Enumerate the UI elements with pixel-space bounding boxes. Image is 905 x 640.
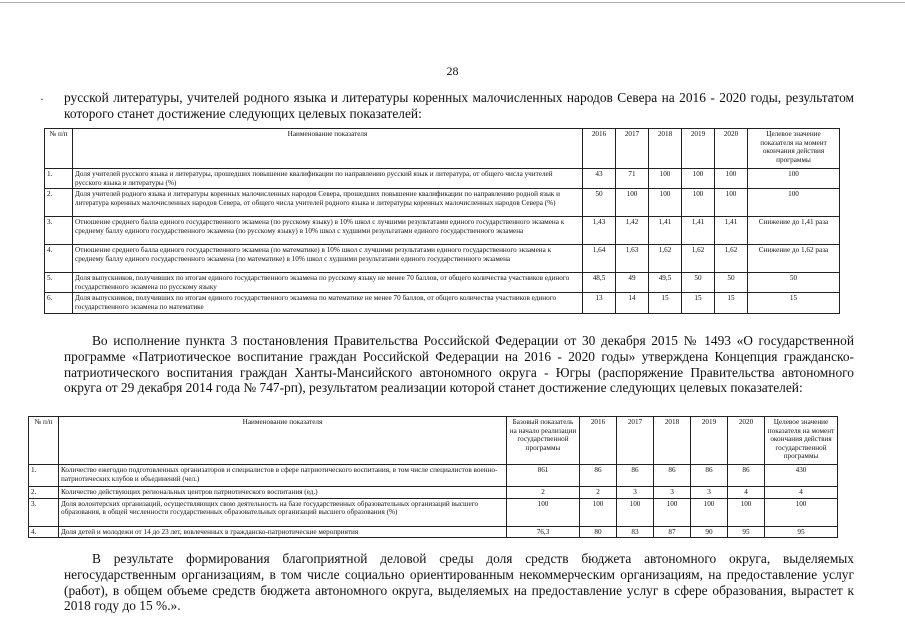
table-cell: 100	[580, 498, 617, 526]
table-cell: 2.	[29, 487, 59, 499]
table-cell: 100	[682, 189, 715, 217]
table-header-cell: № п/п	[29, 417, 59, 465]
table-row	[29, 487, 838, 499]
table-cell: 50	[748, 273, 840, 293]
table-header-cell: 2019	[691, 417, 728, 465]
table-cell: 1,41	[715, 217, 748, 245]
table-cell: 100	[728, 498, 765, 526]
table-cell: 50	[583, 189, 616, 217]
table-cell: 100	[715, 169, 748, 189]
table-cell: 50	[682, 273, 715, 293]
table-row	[45, 273, 840, 293]
table-header-cell: 2020	[715, 129, 748, 169]
final-paragraph: В результате формирования благоприятной деловой среды доля средств бюджета автономного округа, выделяемых негосударственным организациям, в том числе социально ориентированным некоммерческим организациям, на предоставление услуг (работ), в общем объеме средств бюджета автономного округа, выделяемых на предоставление услуг в сфере образования, вырастет к 2018 году до 15 %.».	[64, 551, 854, 614]
table-cell: 1,62	[649, 245, 682, 273]
table-cell: 1,62	[682, 245, 715, 273]
table-cell: 83	[617, 526, 654, 538]
table-cell: 86	[654, 465, 691, 487]
table-header-cell: 2017	[617, 417, 654, 465]
table-cell: 4.	[29, 526, 59, 538]
table-cell: 4	[765, 487, 838, 499]
table-cell: 100	[682, 169, 715, 189]
table-cell: 1,41	[649, 217, 682, 245]
table-cell: 86	[728, 465, 765, 487]
table-cell: 86	[691, 465, 728, 487]
table-cell: 1.	[29, 465, 59, 487]
table-cell: 90	[691, 526, 728, 538]
table-cell: Количество ежегодно подготовленных организаторов и специалистов в сфере патриотического воспитания, в том числе специалистов военно-патриотических клубов и объединений (чел.)	[59, 465, 507, 487]
table-cell: Доля волонтерских организаций, осуществляющих свою деятельность на базе государственных образовательных организаций высшего образования, в общей численности государственных образовательных организаций высшего образования (%)	[59, 498, 507, 526]
table-header-cell: 2016	[580, 417, 617, 465]
table-cell: 4	[728, 487, 765, 499]
table-header-row	[45, 129, 840, 169]
page-number: 28	[446, 64, 459, 78]
table-header-row	[29, 417, 838, 465]
table-cell: 5.	[45, 273, 73, 293]
table-row	[29, 465, 838, 487]
table-header-cell: 2018	[649, 129, 682, 169]
table-cell: 14	[616, 293, 649, 313]
table-cell: 1,43	[583, 217, 616, 245]
table-cell: 2	[580, 487, 617, 499]
table-header-cell: Целевое значение показателя на момент окончания действия программы	[748, 129, 840, 169]
table-cell: Снижение до 1,62 раза	[748, 245, 840, 273]
table-cell: Отношение среднего балла единого государственного экзамена (по математике) в 10% школ с лучшими результатами единого государственного экзамена к среднему баллу единого государственного экзамена (по математике) в 10% школ с худшими результатами единого государственного экзамена	[73, 245, 583, 273]
table-header-cell: 2016	[583, 129, 616, 169]
table-row	[45, 245, 840, 273]
table-header-cell: Базовый показатель на начало реализации государственной программы	[507, 417, 580, 465]
scan-edge-top	[0, 2, 905, 3]
table-header-cell: Наименование показателя	[59, 417, 507, 465]
table-cell: 100	[748, 169, 840, 189]
table-cell: 76,3	[507, 526, 580, 538]
table-cell: 43	[583, 169, 616, 189]
table-header-cell: Целевое значение показателя на момент окончания действия государственной программы	[765, 417, 838, 465]
table-cell: 100	[617, 498, 654, 526]
table-cell: 4.	[45, 245, 73, 273]
table-cell: 2.	[45, 189, 73, 217]
table-cell: 15	[682, 293, 715, 313]
table-cell: 3	[617, 487, 654, 499]
table-cell: 3	[691, 487, 728, 499]
table-cell: 100	[507, 498, 580, 526]
table-cell: Доля детей и молодежи от 14 до 23 лет, вовлеченных в гражданско-патриотические мероприятия	[59, 526, 507, 538]
table-cell: 1.	[45, 169, 73, 189]
table-cell: 95	[765, 526, 838, 538]
margin-dot: ·	[40, 92, 44, 106]
table-header-cell: № п/п	[45, 129, 73, 169]
table-cell: 48,5	[583, 273, 616, 293]
table-cell: 49,5	[649, 273, 682, 293]
table-cell: 100	[649, 169, 682, 189]
table-cell: Доля учителей родного языка и литературы коренных малочисленных народов Севера, прошедших повышение квалификации по направлению родной язык и литература коренных малочисленных народов Севера, от общего числа учителей родного языка и литературы коренных малочисленных народов Севера (%)	[73, 189, 583, 217]
table-cell: 15	[748, 293, 840, 313]
table-cell: Доля выпускников, получивших по итогам единого государственного экзамена по математике не менее 70 баллов, от общего количества участников единого государственного экзамена по математике	[73, 293, 583, 313]
table-cell: 95	[728, 526, 765, 538]
table-row	[29, 526, 838, 538]
table-cell: 100	[765, 498, 838, 526]
table-cell: Доля учителей русского языка и литературы, прошедших повышение квалификации по направлению русский язык и литература, от общего числа учителей русского языка и литературы (%)	[73, 169, 583, 189]
table-cell: 861	[507, 465, 580, 487]
table-cell: 100	[616, 189, 649, 217]
table-cell: Отношение среднего балла единого государственного экзамена (по русскому языку) в 10% школ с лучшими результатами единого государственного экзамена к среднему баллу единого государственного экзамена (по русскому языку) в 10% школ с худшими результатами единого государственного экзамена	[73, 217, 583, 245]
table-cell: 6.	[45, 293, 73, 313]
table-cell: 430	[765, 465, 838, 487]
table-cell: 100	[649, 189, 682, 217]
table-header-cell: 2020	[728, 417, 765, 465]
table-cell: 71	[616, 169, 649, 189]
table-row	[29, 498, 838, 526]
table-cell: 1,62	[715, 245, 748, 273]
middle-paragraph: Во исполнение пункта 3 постановления Правительства Российской Федерации от 30 декабря 2015 № 1493 «О государственной программе «Патриотическое воспитание граждан Российской Федерации на 2016 - 2020 годы» утверждена Концепция гражданско-патриотического воспитания граждан Ханты-Мансийского автономного округа - Югры (распоряжение Правительства автономного округа от 29 декабря 2014 года № 747-рп), результатом реализации которой станет достижение следующих целевых показателей:	[64, 333, 854, 396]
table-cell: 50	[715, 273, 748, 293]
table-cell: 86	[580, 465, 617, 487]
table-header-cell: 2018	[654, 417, 691, 465]
table-cell: 3.	[45, 217, 73, 245]
intro-paragraph: русской литературы, учителей родного языка и литературы коренных малочисленных народов Севера на 2016 - 2020 годы, результатом которого станет достижение следующих целевых показателей:	[64, 90, 854, 121]
table-cell: 3.	[29, 498, 59, 526]
table-row	[45, 169, 840, 189]
table-cell: 1,63	[616, 245, 649, 273]
table-cell: 100	[654, 498, 691, 526]
table-patriotic-indicators	[28, 416, 838, 538]
table-education-indicators	[44, 128, 840, 314]
table-cell: 1,42	[616, 217, 649, 245]
table-cell: 80	[580, 526, 617, 538]
table-cell: 15	[715, 293, 748, 313]
table-cell: 86	[617, 465, 654, 487]
table-cell: 2	[507, 487, 580, 499]
table-header-cell: 2019	[682, 129, 715, 169]
table-cell: 15	[649, 293, 682, 313]
table-cell: 87	[654, 526, 691, 538]
table-cell: 100	[715, 189, 748, 217]
table-row	[45, 217, 840, 245]
table-cell: 1,64	[583, 245, 616, 273]
table-cell: Количество действующих региональных центров патриотического воспитания (ед.)	[59, 487, 507, 499]
table-header-cell: 2017	[616, 129, 649, 169]
table-row	[45, 189, 840, 217]
table-cell: 100	[691, 498, 728, 526]
table-cell: 1,41	[682, 217, 715, 245]
table-cell: 13	[583, 293, 616, 313]
table-cell: Снижение до 1,41 раза	[748, 217, 840, 245]
table-header-cell: Наименование показателя	[73, 129, 583, 169]
table-cell: 100	[748, 189, 840, 217]
table-cell: 49	[616, 273, 649, 293]
table-cell: Доля выпускников, получивших по итогам единого государственного экзамена по русскому языку не менее 70 баллов, от общего количества участников единого государственного экзамена по русскому языку	[73, 273, 583, 293]
table-cell: 3	[654, 487, 691, 499]
table-row	[45, 293, 840, 313]
